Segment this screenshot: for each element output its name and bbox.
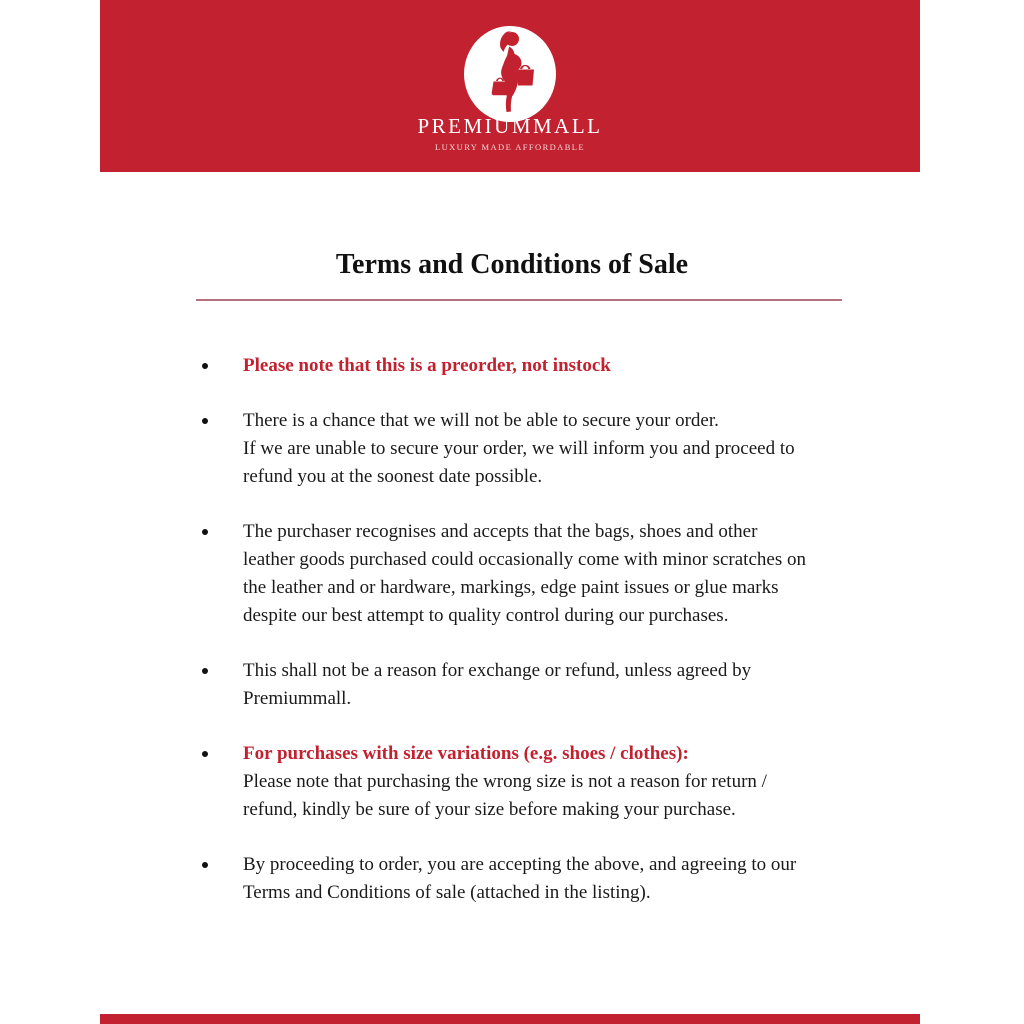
terms-line: refund, kindly be sure of your size before making your purchase. <box>243 799 736 820</box>
bullet-icon <box>202 418 208 424</box>
bullet-icon <box>202 668 208 674</box>
list-item <box>200 740 880 824</box>
list-item-text <box>243 352 880 380</box>
terms-line: This shall not be a reason for exchange or refund, unless agreed by <box>243 660 752 681</box>
list-item-text <box>243 518 880 630</box>
next-page-banner-edge <box>100 1014 920 1024</box>
list-item <box>200 657 880 713</box>
terms-line-emphasis: For purchases with size variations (e.g. shoes / clothes): <box>243 743 689 764</box>
terms-line: By proceeding to order, you are accepting the above, and agreeing to our <box>243 854 797 875</box>
bullet-icon <box>202 751 208 757</box>
terms-line: Please note that purchasing the wrong size is not a reason for return / <box>243 771 767 792</box>
list-item-text <box>243 407 880 491</box>
bullet-icon <box>202 529 208 535</box>
terms-line-emphasis: Please note that this is a preorder, not instock <box>243 355 611 376</box>
page-title: Terms and Conditions of Sale <box>335 249 689 280</box>
terms-line: refund you at the soonest date possible. <box>243 466 543 487</box>
terms-line: Premiummall. <box>243 688 352 709</box>
brand-banner <box>100 0 920 172</box>
list-item-text <box>243 851 880 907</box>
list-item <box>200 352 880 380</box>
brand-tagline: LUXURY MADE AFFORDABLE <box>435 142 585 152</box>
bullet-icon <box>202 363 208 369</box>
list-item-text <box>243 740 880 824</box>
terms-line: There is a chance that we will not be able to secure your order. <box>243 410 719 431</box>
list-item <box>200 518 880 630</box>
list-item-text <box>243 657 880 713</box>
terms-line: If we are unable to secure your order, we will inform you and proceed to <box>243 438 795 459</box>
brand-logo <box>462 25 558 123</box>
brand-name: PREMIUMMALL <box>417 114 603 138</box>
terms-line: the leather and or hardware, markings, edge paint issues or glue marks <box>243 577 779 598</box>
terms-list <box>200 352 880 934</box>
woman-with-shopping-bags-icon <box>462 25 558 123</box>
terms-line: The purchaser recognises and accepts that the bags, shoes and other <box>243 521 758 542</box>
title-divider <box>196 299 842 301</box>
list-item <box>200 407 880 491</box>
bullet-icon <box>202 862 208 868</box>
terms-line: leather goods purchased could occasionally come with minor scratches on <box>243 549 806 570</box>
list-item <box>200 851 880 907</box>
terms-line: despite our best attempt to quality control during our purchases. <box>243 605 729 626</box>
terms-line: Terms and Conditions of sale (attached in the listing). <box>243 882 651 903</box>
